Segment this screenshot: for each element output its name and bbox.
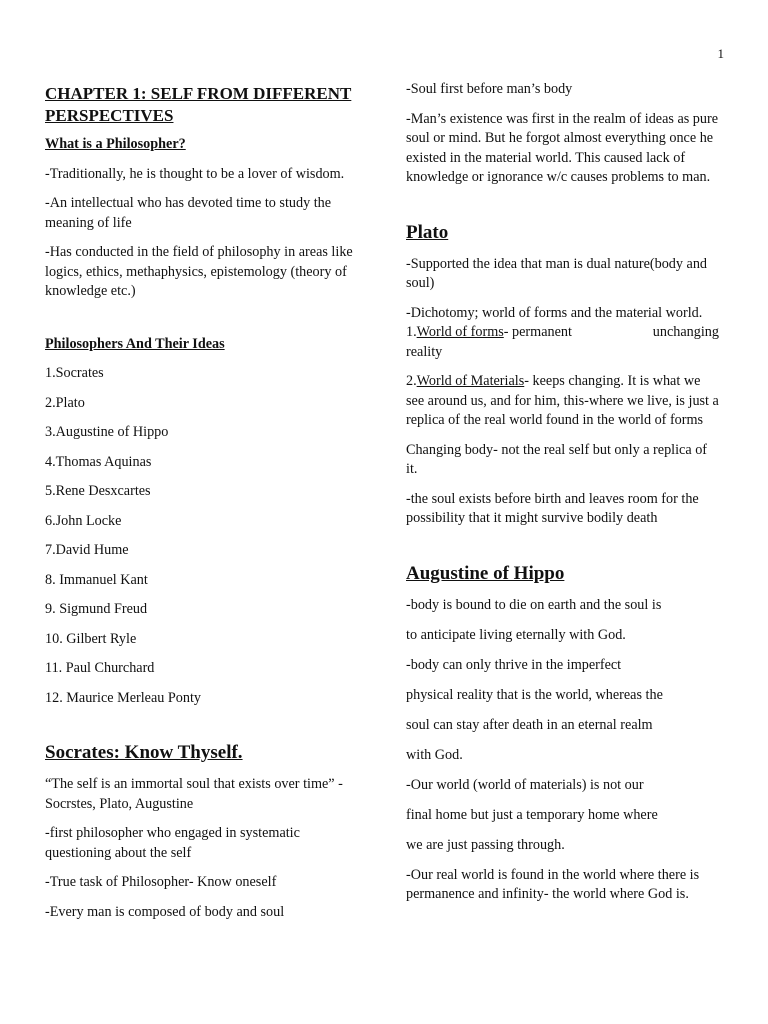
forms-word: reality xyxy=(406,343,443,360)
world-of-materials-term: World of Materials xyxy=(416,373,525,389)
list-item: 2.Plato xyxy=(45,394,85,411)
left-column xyxy=(45,80,365,932)
plato-point: Changing body- not the real self but only a replica of it. xyxy=(406,441,708,477)
right-column xyxy=(406,80,719,915)
list-item: 6.John Locke xyxy=(45,512,122,529)
forms-word: unchanging xyxy=(652,324,719,340)
intro-point: -Man’s existence was first in the realm of ideas as pure soul or mind. But he forgot almost everything once he existed in the material world. This caused lack of knowledge or ignorance w/c causes problems to man. xyxy=(406,110,719,185)
augustine-final-point: -Our real world is found in the world where there is permanence and infinity- the world where God is. xyxy=(406,866,700,902)
forms-word: - permanent xyxy=(503,324,572,340)
forms-prefix: 1. xyxy=(406,324,417,340)
augustine-line: -body is bound to die on earth and the soul is xyxy=(406,596,662,613)
socrates-heading: Socrates: Know Thyself. xyxy=(45,742,243,763)
augustine-line: soul can stay after death in an eternal realm xyxy=(406,716,653,733)
plato-point: -Dichotomy; world of forms and the material world. xyxy=(406,304,703,321)
list-item: 4.Thomas Aquinas xyxy=(45,453,152,470)
world-of-materials-point xyxy=(406,372,719,431)
chapter-title: CHAPTER 1: SELF FROM DIFFERENT PERSPECTIVES xyxy=(45,84,352,125)
philosopher-point: -Traditionally, he is thought to be a lover of wisdom. xyxy=(45,165,345,182)
list-item: 11. Paul Churchard xyxy=(45,660,155,676)
augustine-line: we are just passing through. xyxy=(406,836,565,853)
philosopher-point: -An intellectual who has devoted time to study the meaning of life xyxy=(45,195,332,231)
list-item: 3.Augustine of Hippo xyxy=(45,424,169,440)
plato-point: -Supported the idea that man is dual nature(body and soul) xyxy=(406,255,708,291)
list-item: 1.Socrates xyxy=(45,365,104,381)
list-item: 5.Rene Desxcartes xyxy=(45,483,151,499)
socrates-point: -Every man is composed of body and soul xyxy=(45,903,285,920)
page-number: 1 xyxy=(717,46,724,61)
ideas-heading: Philosophers And Their Ideas xyxy=(45,335,225,352)
plato-point: -the soul exists before birth and leaves room for the possibility that it might survive bodily death xyxy=(406,490,699,526)
list-item: 12. Maurice Merleau Ponty xyxy=(45,689,202,706)
intro-point: -Soul first before man’s body xyxy=(406,81,573,97)
socrates-point: -first philosopher who engaged in systematic questioning about the self xyxy=(45,825,300,861)
philosophers-list xyxy=(45,364,365,708)
augustine-line: -body can only thrive in the imperfect xyxy=(406,656,622,673)
world-of-forms-term: World of forms xyxy=(416,324,504,340)
augustine-line: with God. xyxy=(406,746,463,763)
plato-heading: Plato xyxy=(406,221,449,243)
augustine-line: to anticipate living eternally with God. xyxy=(406,626,626,643)
world-of-forms-line xyxy=(406,323,719,343)
list-item: 8. Immanuel Kant xyxy=(45,571,148,588)
socrates-point: -True task of Philosopher- Know oneself xyxy=(45,874,277,890)
materials-prefix: 2. xyxy=(406,373,417,389)
augustine-heading: Augustine of Hippo xyxy=(406,562,565,584)
philosopher-heading: What is a Philosopher? xyxy=(45,136,186,152)
augustine-line: final home but just a temporary home where xyxy=(406,806,658,823)
socrates-quote: “The self is an immortal soul that exists over time” - Socrstes, Plato, Augustine xyxy=(45,776,343,812)
augustine-line: -Our world (world of materials) is not our xyxy=(406,776,644,793)
augustine-line: physical reality that is the world, whereas the xyxy=(406,686,663,703)
materials-description: - keeps changing. It is what we see around us, and for him, this-where we live, is just a replica of the real world found in the world of forms xyxy=(406,373,719,428)
list-item: 7.David Hume xyxy=(45,542,129,558)
philosopher-point: -Has conducted in the field of philosophy in areas like logics, ethics, methaphysics, epistemology (theory of knowledge etc.) xyxy=(45,244,353,299)
list-item: 10. Gilbert Ryle xyxy=(45,630,137,647)
list-item: 9. Sigmund Freud xyxy=(45,601,148,617)
